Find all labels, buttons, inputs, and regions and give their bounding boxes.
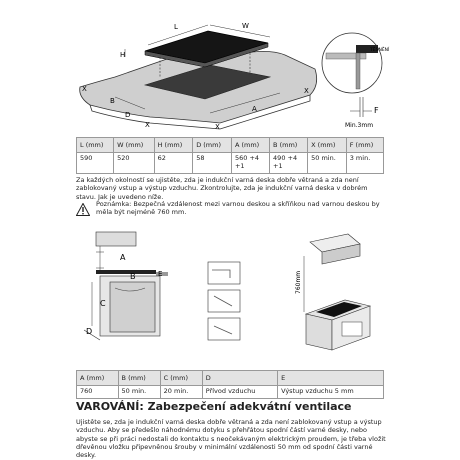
ventilation-instruction-text: Za každých okolností se ujistěte, zda je indukční varná deska dobře větraná a zda není zablokovaný vstup a výstup vzduchu. Zkontrolujte, zda je indukční varná deska v dobrém stavu. Jak je uvedeno níže.: [76, 176, 368, 201]
dim-label-X3: X: [215, 123, 220, 131]
ventilation-warning-body: Ujistěte se, zda je indukční varná deska dobře větraná a zda není zablokovaný vstup a výstup vzduchu. Aby se předešlo náhodnému dotyku s přehřátou spodní částí varné desky, nebo abyste se při práci nedostali do kontaktu s neočekávaným elektrickým proudem, je třeba vložit dřevěnou vložku připevněnou šrouby v minimální vzdálenosti 50 mm od spodní části varné desky.: [76, 418, 386, 460]
table-header-row: [77, 138, 384, 153]
safety-distance-note: Poznámka: Bezpečná vzdálenost mezi varnou deskou a skříňkou nad varnou deskou by měla být nejméně 760 mm.: [96, 200, 380, 217]
header-cell: B (mm): [270, 138, 308, 153]
vent-label-E: E: [158, 270, 163, 278]
header-cell: E: [278, 371, 384, 386]
vent-label-B: B: [130, 272, 136, 281]
table-cell: 590: [77, 153, 114, 174]
table-cell: 50 min.: [118, 386, 160, 399]
dim-label-X4: X: [304, 87, 309, 95]
dim-label-min3mm: Min.3mm: [345, 122, 374, 129]
dim-label-L: L: [174, 23, 178, 31]
dim-label-W: W: [242, 22, 249, 30]
table-cell: 58: [193, 153, 232, 174]
vent-label-A: A: [120, 253, 126, 262]
table-cell: 520: [114, 153, 155, 174]
table-row: [77, 386, 384, 399]
vent-label-D: D: [86, 327, 93, 336]
table-cell: 760: [77, 386, 119, 399]
table-cell: 560 +4 +1: [231, 153, 269, 174]
vent-label-760mm: 760mm: [295, 270, 302, 294]
header-cell: W (mm): [114, 138, 155, 153]
dim-label-H: H: [120, 51, 126, 59]
ventilation-diagram: [70, 222, 390, 360]
ventilation-warning-title: VAROVÁNÍ: Zabezpečení adekvátní ventilace: [76, 400, 352, 413]
header-cell: L (mm): [77, 138, 114, 153]
header-cell: D: [202, 371, 277, 386]
header-cell: C (mm): [160, 371, 202, 386]
header-cell: A (mm): [231, 138, 269, 153]
dim-label-X: X: [82, 85, 87, 93]
dim-label-A: A: [252, 105, 257, 113]
dim-label-X2: X: [145, 121, 150, 129]
dim-label-F: F: [374, 106, 379, 115]
table-cell: 50 min.: [308, 153, 347, 174]
header-cell: A (mm): [77, 371, 119, 386]
table-cell: 62: [154, 153, 193, 174]
header-cell: B (mm): [118, 371, 160, 386]
table-cell: 20 min.: [160, 386, 202, 399]
table-cell: 490 +4 +1: [270, 153, 308, 174]
table-cell: Výstup vzduchu 5 mm: [278, 386, 384, 399]
header-cell: F (mm): [346, 138, 383, 153]
dim-label-D: D: [125, 111, 131, 119]
table-header-row: [77, 371, 384, 386]
table-cell: Přívod vzduchu: [202, 386, 277, 399]
table-cell: 3 min.: [346, 153, 383, 174]
header-cell: D (mm): [193, 138, 232, 153]
hob-installation-diagram: [70, 15, 390, 133]
detail-seal-label: TĚSNĚNÍ: [370, 48, 390, 53]
ventilation-dimensions-table: [76, 370, 384, 399]
header-cell: H (mm): [154, 138, 193, 153]
vent-label-C: C: [100, 299, 106, 308]
dim-label-B: B: [110, 97, 115, 105]
table-row: [77, 153, 384, 174]
header-cell: X (mm): [308, 138, 347, 153]
hob-dimensions-table: [76, 137, 384, 174]
warning-triangle-icon: [76, 201, 90, 214]
